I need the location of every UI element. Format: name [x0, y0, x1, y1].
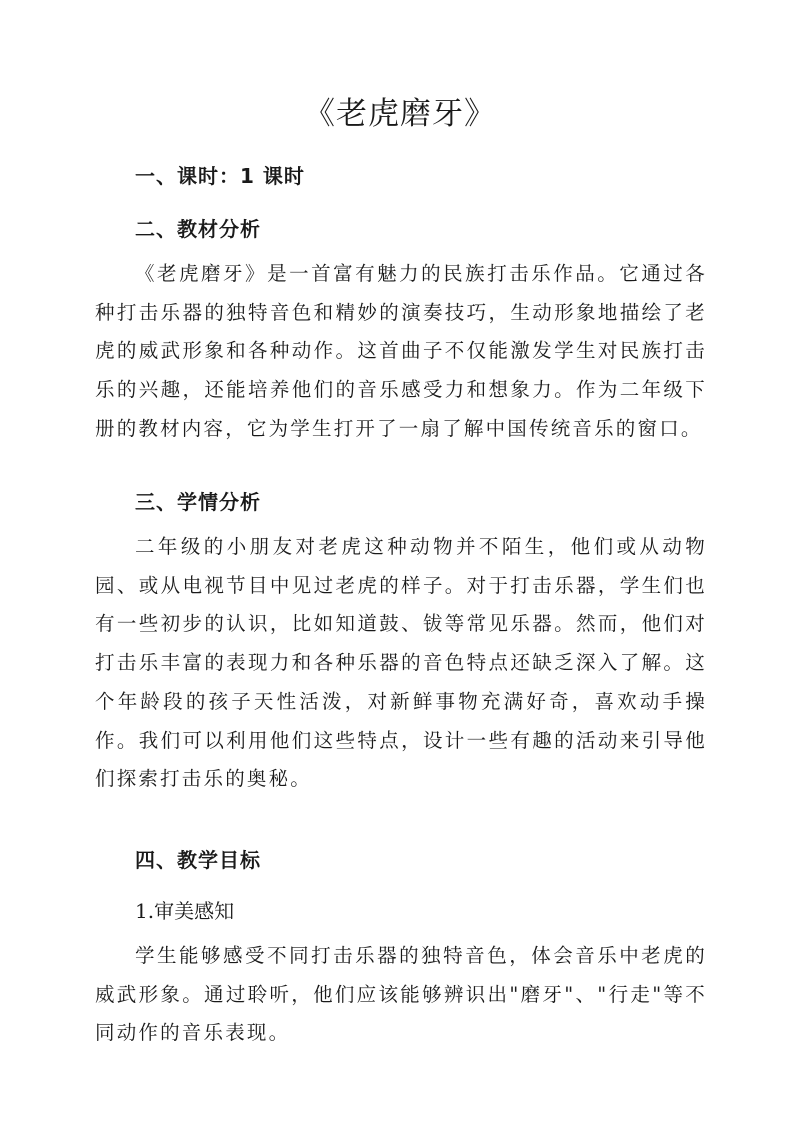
- document-title: 《老虎磨牙》: [304, 96, 496, 132]
- section-lesson-hours: 一、课时：1 课时: [135, 164, 305, 188]
- student-analysis-paragraph: 二年级的小朋友对老虎这种动物并不陌生，他们或从动物园、或从电视节目中见过老虎的样子。对于打击乐器，学生们也有一些初步的认识，比如知道鼓、钹等常见乐器。然而，他们对打击乐丰富的表现力和各种乐器的音色特点还缺乏深入了解。这个年龄段的孩子天性活泼，对新鲜事物充满好奇，喜欢动手操作。我们可以利用他们这些特点，设计一些有趣的活动来引导他们探索打击乐的奥秘。: [95, 535, 707, 791]
- aesthetic-perception-paragraph: 学生能够感受不同打击乐器的独特音色，体会音乐中老虎的威武形象。通过聆听，他们应该能够辨识出"磨牙"、"行走"等不同动作的音乐表现。: [95, 944, 707, 1045]
- material-analysis-paragraph: 《老虎磨牙》是一首富有魅力的民族打击乐作品。它通过各种打击乐器的独特音色和精妙的演奏技巧，生动形象地描绘了老虎的威武形象和各种动作。这首曲子不仅能激发学生对民族打击乐的兴趣，还能培养他们的音乐感受力和想象力。作为二年级下册的教材内容，它为学生打开了一扇了解中国传统音乐的窗口。: [95, 262, 707, 440]
- section-material-analysis: 二、教材分析: [135, 217, 261, 241]
- subsection-aesthetic-perception: 1.审美感知: [135, 899, 235, 923]
- section-teaching-goals: 四、教学目标: [135, 848, 261, 872]
- section-student-analysis: 三、学情分析: [135, 490, 261, 514]
